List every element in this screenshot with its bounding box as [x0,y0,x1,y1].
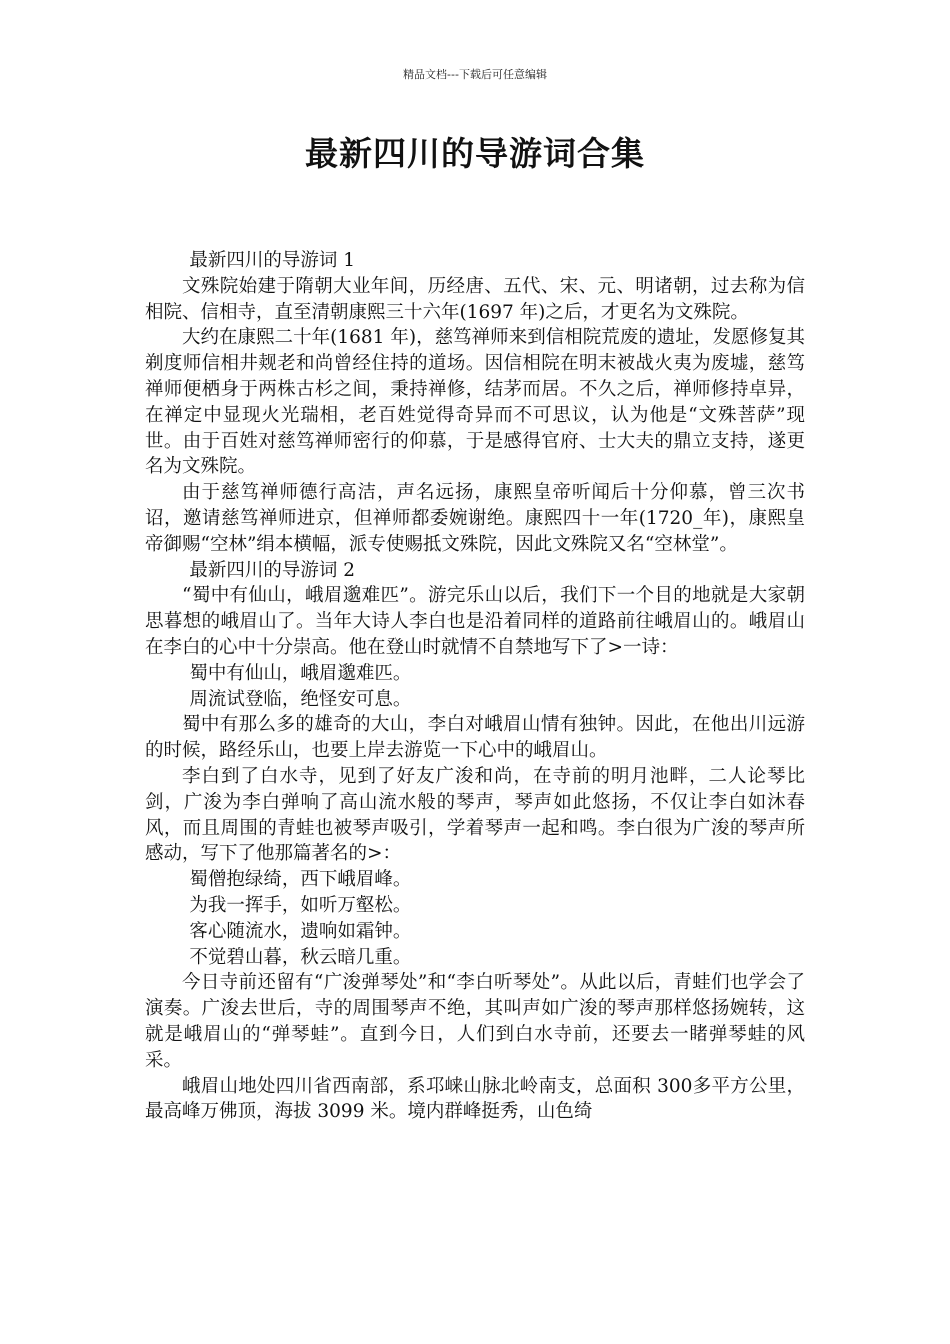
paragraph: 峨眉山地处四川省西南部，系邛崃山脉北岭南支，总面积 300多平方公里，最高峰万佛顶，海拔 3099 米。境内群峰挺秀，山色绮 [145,1075,805,1123]
section-heading: 最新四川的导游词 1 [189,250,356,271]
poem-line: 周流试登临，绝怪安可息。 [189,688,412,710]
paragraph: 文殊院始建于隋朝大业年间，历经唐、五代、宋、元、明诸朝，过去称为信相院、信相寺，直至清朝康熙三十六年(1697 年)之后，才更名为文殊院。 [145,275,805,323]
paragraph: 由于慈笃禅师德行高洁，声名远扬，康熙皇帝听闻后十分仰慕，曾三次书诏，邀请慈笃禅师进京，但禅师都委婉谢绝。康熙四十一年(1720_年)，康熙皇帝御赐“空林”绢本横幅，派专使赐抵文殊院，因此文殊院又名“空林堂”。 [145,482,805,555]
document-body [145,248,805,1125]
poem-line: 为我一挥手，如听万壑松。 [189,894,412,916]
header-note: 精品文档---下载后可任意编辑 [403,68,547,81]
paragraph: 大约在康熙二十年(1681 年)，慈笃禅师来到信相院荒废的遗址，发愿修复其剃度师信相井觌老和尚曾经住持的道场。因信相院在明末被战火夷为废墟，慈笃禅师便栖身于两株古杉之间，秉持禅修，结茅而居。不久之后，禅师修持卓异，在禅定中显现火光瑞相，老百姓觉得奇异而不可思议，认为他是“文殊菩萨”现世。由于百姓对慈笃禅师密行的仰慕，于是感得官府、士大夫的鼎立支持，遂更名为文殊院。 [145,327,805,478]
paragraph: 今日寺前还留有“广浚弹琴处”和“李白听琴处”。从此以后，青蛙们也学会了演奏。广浚去世后，寺的周围琴声不绝，其叫声如广浚的琴声那样悠扬婉转，这就是峨眉山的“弹琴蛙”。直到今日，人们到白水寺前，还要去一睹弹琴蛙的风采。 [145,972,805,1071]
paragraph: 李白到了白水寺，见到了好友广浚和尚，在寺前的明月池畔，二人论琴比剑，广浚为李白弹响了高山流水般的琴声，琴声如此悠扬，不仅让李白如沐春风，而且周围的青蛙也被琴声吸引，学着琴声一起和鸣。李白很为广浚的琴声所感动，写下了他那篇著名的>： [145,765,805,865]
paragraph: “蜀中有仙山，峨眉邈难匹”。游完乐山以后，我们下一个目的地就是大家朝思暮想的峨眉山了。当年大诗人李白也是沿着同样的道路前往峨眉山的。峨眉山在李白的心中十分崇高。他在登山时就情不自禁地写下了>一诗： [145,585,805,658]
poem-line: 客心随流水，遗响如霜钟。 [189,920,412,942]
section-heading: 最新四川的导游词 2 [189,559,356,581]
page-title: 最新四川的导游词合集 [305,134,645,173]
poem-line: 蜀僧抱绿绮，西下峨眉峰。 [189,869,412,891]
poem-line: 不觉碧山暮，秋云暗几重。 [189,946,412,968]
paragraph: 蜀中有那么多的雄奇的大山，李白对峨眉山情有独钟。因此，在他出川远游的时候，路经乐山，也要上岸去游览一下心中的峨眉山。 [145,714,805,762]
poem-line: 蜀中有仙山，峨眉邈难匹。 [189,662,412,684]
